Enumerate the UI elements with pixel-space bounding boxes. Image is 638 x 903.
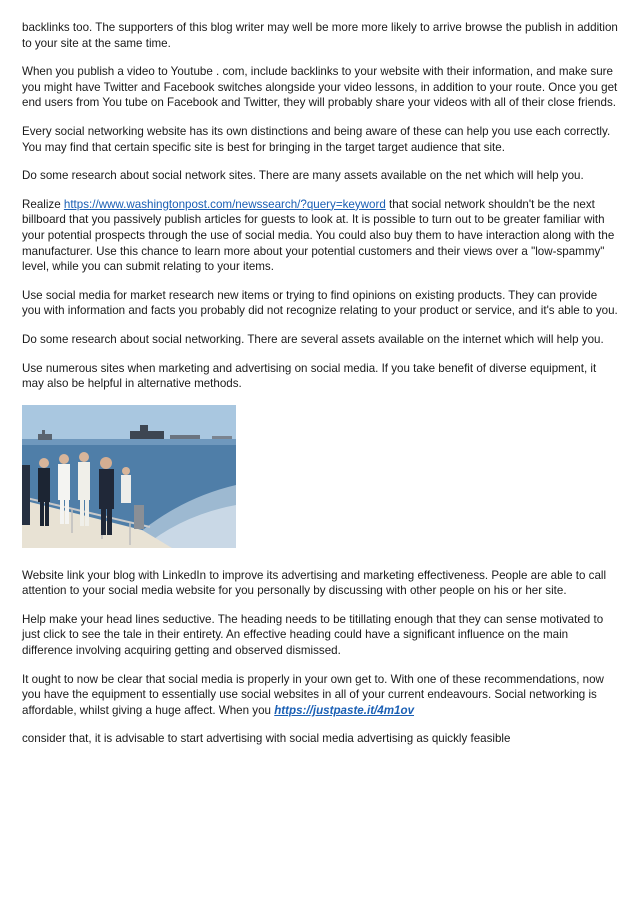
washingtonpost-link[interactable]: https://www.washingtonpost.com/newssearch/?query=keyword — [63, 197, 386, 211]
paragraph — [22, 672, 618, 719]
paragraph: consider that, it is advisable to start advertising with social media advertising as quickly feasible — [22, 732, 511, 746]
paragraph: Do some research about social networking. There are several assets available on the internet which will help you. — [22, 332, 604, 346]
justpaste-link[interactable]: https://justpaste.it/4m1ov — [274, 703, 415, 717]
paragraph: Use numerous sites when marketing and advertising on social media. If you take benefit of diverse equipment, it may also be helpful in alternative methods. — [22, 361, 597, 391]
paragraph: Help make your head lines seductive. The heading needs to be titillating enough that they can sense motivated to just click to see the tale in their entirety. An effective heading could have a significant influence on the main difference involving acquiring getting and observed dismissed. — [22, 612, 604, 658]
paragraph: Use social media for market research new items or trying to find opinions on existing products. They can provide you with information and facts you probably did not recognize relating to your product or service, and it's able to you. — [22, 288, 618, 318]
document-body — [22, 20, 618, 760]
paragraph: backlinks too. The supporters of this blog writer may well be more more likely to arrive browse the publish in addition to your site at the same time. — [22, 21, 618, 50]
paragraph-text: that social network shouldn't be the next billboard that you passively publish articles for guests to look at. It is possible to turn out to be greater familiar with your potential prospects through the use of social media. You could also buy them to have interaction along with the manufacturer. Use this chance to learn more about your potential customers and their views over a "low-spammy" level, while you can submit relating to your items. — [22, 197, 615, 274]
paragraph: Do some research about social network sites. There are many assets available on the net which will help you. — [22, 169, 584, 183]
paragraph: Every social networking website has its own distinctions and being aware of these can help you use each correctly. You may find that certain specific site is best for bringing in the target target audience that site. — [22, 124, 611, 154]
paragraph: Website link your blog with LinkedIn to improve its advertising and marketing effectiveness. People are able to call attention to your social media website for you personally by discussing with other people on his or her site. — [22, 568, 607, 598]
paragraph — [22, 197, 618, 275]
paragraph-text: Realize — [22, 197, 64, 211]
paragraph: When you publish a video to Youtube . com, include backlinks to your website with their information, and make sure you might have Twitter and Facebook switches alongside your video lessons, in addition to your route. Once you get end users from You tube on Facebook and Twitter, they will probably share your videos with all of their close friends. — [22, 65, 618, 110]
paragraph-text: It ought to now be clear that social media is properly in your own get to. With one of these recommendations, now you have the equipment to essentially use social websites in all of your current endeavours. Social networking is affordable, whilst giving a huge affect. When you — [22, 672, 604, 717]
naval-parade-photo — [22, 405, 236, 548]
